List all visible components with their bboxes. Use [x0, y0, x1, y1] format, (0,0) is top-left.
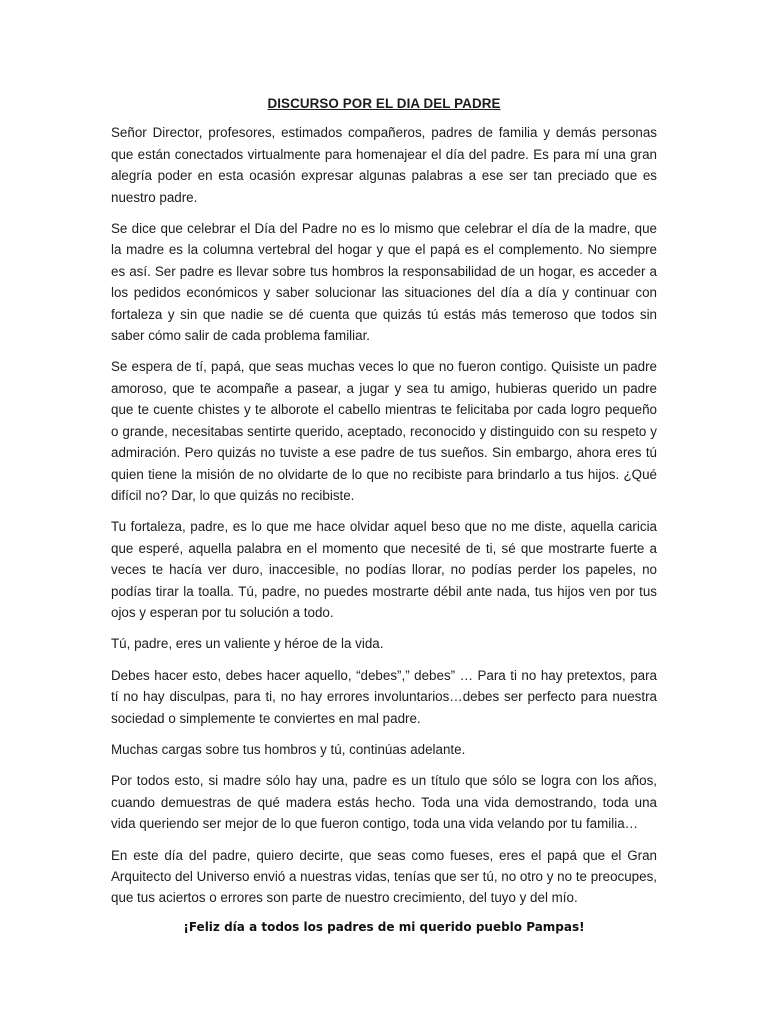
document-body	[111, 93, 657, 938]
paragraph-hero: Tú, padre, eres un valiente y héroe de la vida.	[111, 636, 384, 652]
paragraph-strength: Tu fortaleza, padre, es lo que me hace olvidar aquel beso que no me diste, aquella caricia que esperé, aquella palabra en el momento que necesité de ti, sé que mostrarte fuerte a veces te hacía ver duro, inaccesible, no podías llorar, no podías perder los papeles, no podías tirar la toalla. Tú, padre, no puedes mostrarte débil ante nada, tus hijos ven por tus ojos y esperan por tu solución a todo.	[111, 519, 657, 620]
paragraph-fathers-day-meaning: Se dice que celebrar el Día del Padre no es lo mismo que celebrar el día de la madre, que la madre es la columna vertebral del hogar y que el papá es el complemento. No siempre es así. Ser padre es llevar sobre tus hombros la responsabilidad de un hogar, es acceder a los pedidos económicos y saber solucionar las situaciones del día a día y continuar con fortaleza y sin que nadie se dé cuenta que quizás tú estás más temeroso que todos sin saber cómo salir de cada problema familiar.	[111, 221, 657, 344]
paragraph-title-of-years: Por todos esto, si madre sólo hay una, padre es un título que sólo se logra con los años, cuando demuestras de qué madera estás hecho. Toda una vida demostrando, toda una vida queriendo ser mejor de lo que fueron contigo, toda una vida velando por tu familia…	[111, 773, 657, 832]
document-title: DISCURSO POR EL DIA DEL PADRE	[267, 96, 501, 111]
paragraph-obligations: Debes hacer esto, debes hacer aquello, “debes”,” debes” … Para ti no hay pretextos, para tí no hay disculpas, para ti, no hay errores involuntarios…debes ser perfecto para nuestra sociedad o simplemente te conviertes en mal padre.	[111, 667, 657, 726]
paragraph-greeting: Señor Director, profesores, estimados compañeros, padres de familia y demás personas que están conectados virtualmente para homenajear el día del padre. Es para mí una gran alegría poder en esta ocasión expresar algunas palabras a ese ser tan preciado que es nuestro padre.	[111, 125, 657, 205]
paragraph-burdens: Muchas cargas sobre tus hombros y tú, continúas adelante.	[111, 741, 466, 757]
paragraph-dedication: En este día del padre, quiero decirte, que seas como fueses, eres el papá que el Gran Arquitecto del Universo envió a nuestras vidas, tenías que ser tú, no otro y no te preocupes, que tus aciertos o errores son parte de nuestro crecimiento, del tuyo y del mío.	[111, 847, 657, 906]
closing-line: ¡Feliz día a todos los padres de mi querido pueblo Pampas!	[183, 919, 585, 934]
paragraph-expectations: Se espera de tí, papá, que seas muchas veces lo que no fueron contigo. Quisiste un padre amoroso, que te acompañe a pasear, a jugar y sea tu amigo, hubieras querido un padre que te cuente chistes y te alborote el cabello mientras te felicitaba por cada logro pequeño o grande, necesitabas sentirte querido, aceptado, reconocido y distinguido con su respeto y admiración. Pero quizás no tuviste a ese padre de tus sueños. Sin embargo, ahora eres tú quien tiene la misión de no olvidarte de lo que no recibiste para brindarlo a tus hijos. ¿Qué difícil no? Dar, lo que quizás no recibiste.	[111, 359, 657, 503]
